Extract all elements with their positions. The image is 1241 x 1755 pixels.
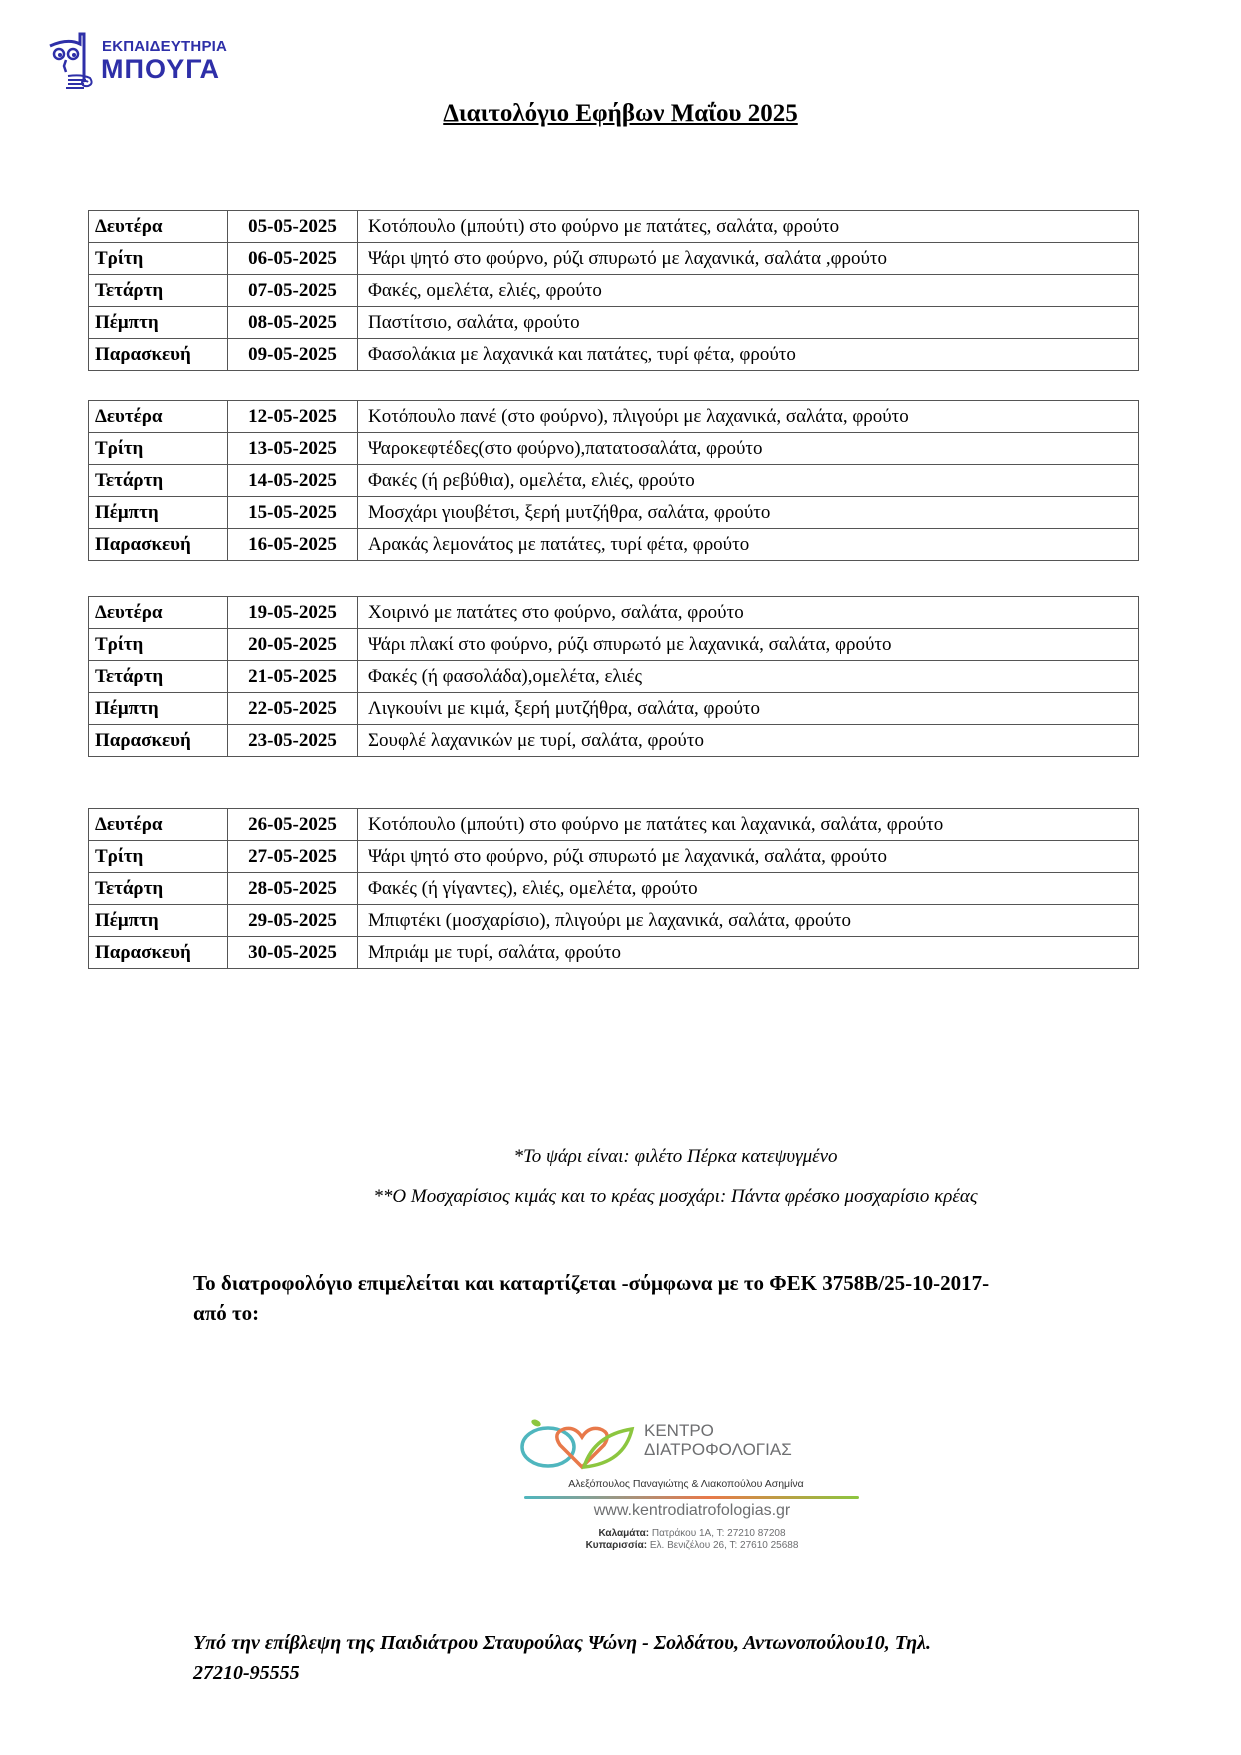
meal-cell: Κοτόπουλο (μπούτι) στο φούρνο με πατάτες και λαχανικά, σαλάτα, φρούτο (358, 809, 1139, 841)
meal-cell: Ψάρι πλακί στο φούρνο, ρύζι σπυρωτό με λαχανικά, σαλάτα, φρούτο (358, 629, 1139, 661)
page-title: Διαιτολόγιο Εφήβων Μαΐου 2025 (443, 100, 798, 127)
day-cell: Δευτέρα (89, 211, 228, 243)
day-cell: Πέμπτη (89, 497, 228, 529)
date-cell: 07-05-2025 (228, 275, 358, 307)
table-row (89, 693, 1139, 725)
meal-cell: Λιγκουίνι με κιμά, ξερή μυτζήθρα, σαλάτα, φρούτο (358, 693, 1139, 725)
center-website[interactable]: www.kentrodiatrofologias.gr (593, 1502, 791, 1519)
center-owners: Αλεξόπουλος Παναγιώτης & Λιακοπούλου Ασημίνα (568, 1478, 804, 1490)
week-table-4 (88, 808, 1139, 969)
table-row (89, 275, 1139, 307)
day-cell: Πέμπτη (89, 905, 228, 937)
table-row (89, 529, 1139, 561)
week-table-1 (88, 210, 1139, 371)
meal-cell: Ψαροκεφτέδες(στο φούρνο),πατατοσαλάτα, φρούτο (358, 433, 1139, 465)
meal-cell: Παστίτσιο, σαλάτα, φρούτο (358, 307, 1139, 339)
meal-cell: Αρακάς λεμονάτος με πατάτες, τυρί φέτα, φρούτο (358, 529, 1139, 561)
table-row (89, 465, 1139, 497)
date-cell: 05-05-2025 (228, 211, 358, 243)
owl-icon (46, 32, 96, 92)
date-cell: 12-05-2025 (228, 401, 358, 433)
supervision-line-1: Υπό την επίβλεψη της Παιδιάτρου Σταυρούλας Ψώνη - Σολδάτου, Αντωνοπούλου10, Τηλ. (193, 1632, 932, 1654)
table-row (89, 433, 1139, 465)
nutrition-center-logo (512, 1403, 857, 1551)
table-row (89, 725, 1139, 757)
meal-cell: Μπιφτέκι (μοσχαρίσιο), πλιγούρι με λαχανικά, σαλάτα, φρούτο (358, 905, 1139, 937)
meal-cell: Σουφλέ λαχανικών με τυρί, σαλάτα, φρούτο (358, 725, 1139, 757)
date-cell: 26-05-2025 (228, 809, 358, 841)
meal-cell: Φασολάκια με λαχανικά και πατάτες, τυρί φέτα, φρούτο (358, 339, 1139, 371)
date-cell: 06-05-2025 (228, 243, 358, 275)
meal-cell: Μοσχάρι γιουβέτσι, ξερή μυτζήθρα, σαλάτα, φρούτο (358, 497, 1139, 529)
day-cell: Τρίτη (89, 629, 228, 661)
meal-cell: Ψάρι ψητό στο φούρνο, ρύζι σπυρωτό με λαχανικά, σαλάτα ,φρούτο (358, 243, 1139, 275)
supervision-statement (193, 1628, 1153, 1688)
day-cell: Τετάρτη (89, 661, 228, 693)
meal-cell: Μπριάμ με τυρί, σαλάτα, φρούτο (358, 937, 1139, 969)
school-logo (46, 32, 266, 92)
gradient-divider (524, 1496, 859, 1499)
date-cell: 14-05-2025 (228, 465, 358, 497)
meal-cell: Κοτόπουλο (μπούτι) στο φούρνο με πατάτες, σαλάτα, φρούτο (358, 211, 1139, 243)
date-cell: 15-05-2025 (228, 497, 358, 529)
legal-line-2: από το: (193, 1301, 260, 1325)
table-row (89, 497, 1139, 529)
table-row (89, 841, 1139, 873)
date-cell: 09-05-2025 (228, 339, 358, 371)
center-addresses: Καλαμάτα: Πατράκου 1Α, Τ: 27210 87208 Κυπαρισσία: Ελ. Βενιζέλου 26, Τ: 27610 25688 (585, 1528, 799, 1551)
week-table-2 (88, 400, 1139, 561)
date-cell: 29-05-2025 (228, 905, 358, 937)
day-cell: Δευτέρα (89, 809, 228, 841)
table-row (89, 243, 1139, 275)
date-cell: 19-05-2025 (228, 597, 358, 629)
legal-statement (193, 1268, 1173, 1328)
day-cell: Παρασκευή (89, 529, 228, 561)
date-cell: 23-05-2025 (228, 725, 358, 757)
day-cell: Παρασκευή (89, 725, 228, 757)
day-cell: Τρίτη (89, 433, 228, 465)
day-cell: Δευτέρα (89, 401, 228, 433)
table-row (89, 597, 1139, 629)
table-row (89, 629, 1139, 661)
meal-cell: Φακές (ή γίγαντες), ελιές, ομελέτα, φρούτο (358, 873, 1139, 905)
day-cell: Τετάρτη (89, 465, 228, 497)
date-cell: 30-05-2025 (228, 937, 358, 969)
logo-text-top: ΕΚΠΑΙΔΕΥΤΗΡΙΑ (102, 38, 228, 55)
table-row (89, 339, 1139, 371)
date-cell: 13-05-2025 (228, 433, 358, 465)
table-row (89, 307, 1139, 339)
day-cell: Τετάρτη (89, 873, 228, 905)
table-row (89, 211, 1139, 243)
table-row (89, 873, 1139, 905)
day-cell: Πέμπτη (89, 307, 228, 339)
table-row (89, 661, 1139, 693)
table-row (89, 905, 1139, 937)
date-cell: 22-05-2025 (228, 693, 358, 725)
date-cell: 21-05-2025 (228, 661, 358, 693)
meal-cell: Φακές, ομελέτα, ελιές, φρούτο (358, 275, 1139, 307)
meal-cell: Φακές (ή φασολάδα),ομελέτα, ελιές (358, 661, 1139, 693)
meal-cell: Κοτόπουλο πανέ (στο φούρνο), πλιγούρι με λαχανικά, σαλάτα, φρούτο (358, 401, 1139, 433)
day-cell: Τρίτη (89, 841, 228, 873)
day-cell: Τρίτη (89, 243, 228, 275)
note-fish: *Το ψάρι είναι: φιλέτο Πέρκα κατεψυγμένο (513, 1146, 838, 1167)
date-cell: 20-05-2025 (228, 629, 358, 661)
date-cell: 27-05-2025 (228, 841, 358, 873)
day-cell: Παρασκευή (89, 937, 228, 969)
day-cell: Πέμπτη (89, 693, 228, 725)
date-cell: 16-05-2025 (228, 529, 358, 561)
meal-cell: Χοιρινό με πατάτες στο φούρνο, σαλάτα, φρούτο (358, 597, 1139, 629)
date-cell: 08-05-2025 (228, 307, 358, 339)
supervision-line-2: 27210-95555 (193, 1662, 300, 1684)
note-beef: **Ο Μοσχαρίσιος κιμάς και το κρέας μοσχάρι: Πάντα φρέσκο μοσχαρίσιο κρέας (373, 1186, 978, 1207)
day-cell: Τετάρτη (89, 275, 228, 307)
meal-cell: Φακές (ή ρεβύθια), ομελέτα, ελιές, φρούτο (358, 465, 1139, 497)
week-table-3 (88, 596, 1139, 757)
table-row (89, 937, 1139, 969)
logo-text-bottom: ΜΠΟΥΓΑ (101, 54, 221, 84)
center-name: ΚΕΝΤΡΟ ΔΙΑΤΡΟΦΟΛΟΓΙΑΣ (644, 1421, 792, 1459)
heart-rings-icon (512, 1411, 637, 1471)
date-cell: 28-05-2025 (228, 873, 358, 905)
table-row (89, 401, 1139, 433)
day-cell: Δευτέρα (89, 597, 228, 629)
meal-cell: Ψάρι ψητό στο φούρνο, ρύζι σπυρωτό με λαχανικά, σαλάτα, φρούτο (358, 841, 1139, 873)
table-row (89, 809, 1139, 841)
legal-line-1: Το διατροφολόγιο επιμελείται και καταρτίζεται -σύμφωνα με το ΦΕΚ 3758Β/25-10-2017- (193, 1271, 990, 1295)
day-cell: Παρασκευή (89, 339, 228, 371)
